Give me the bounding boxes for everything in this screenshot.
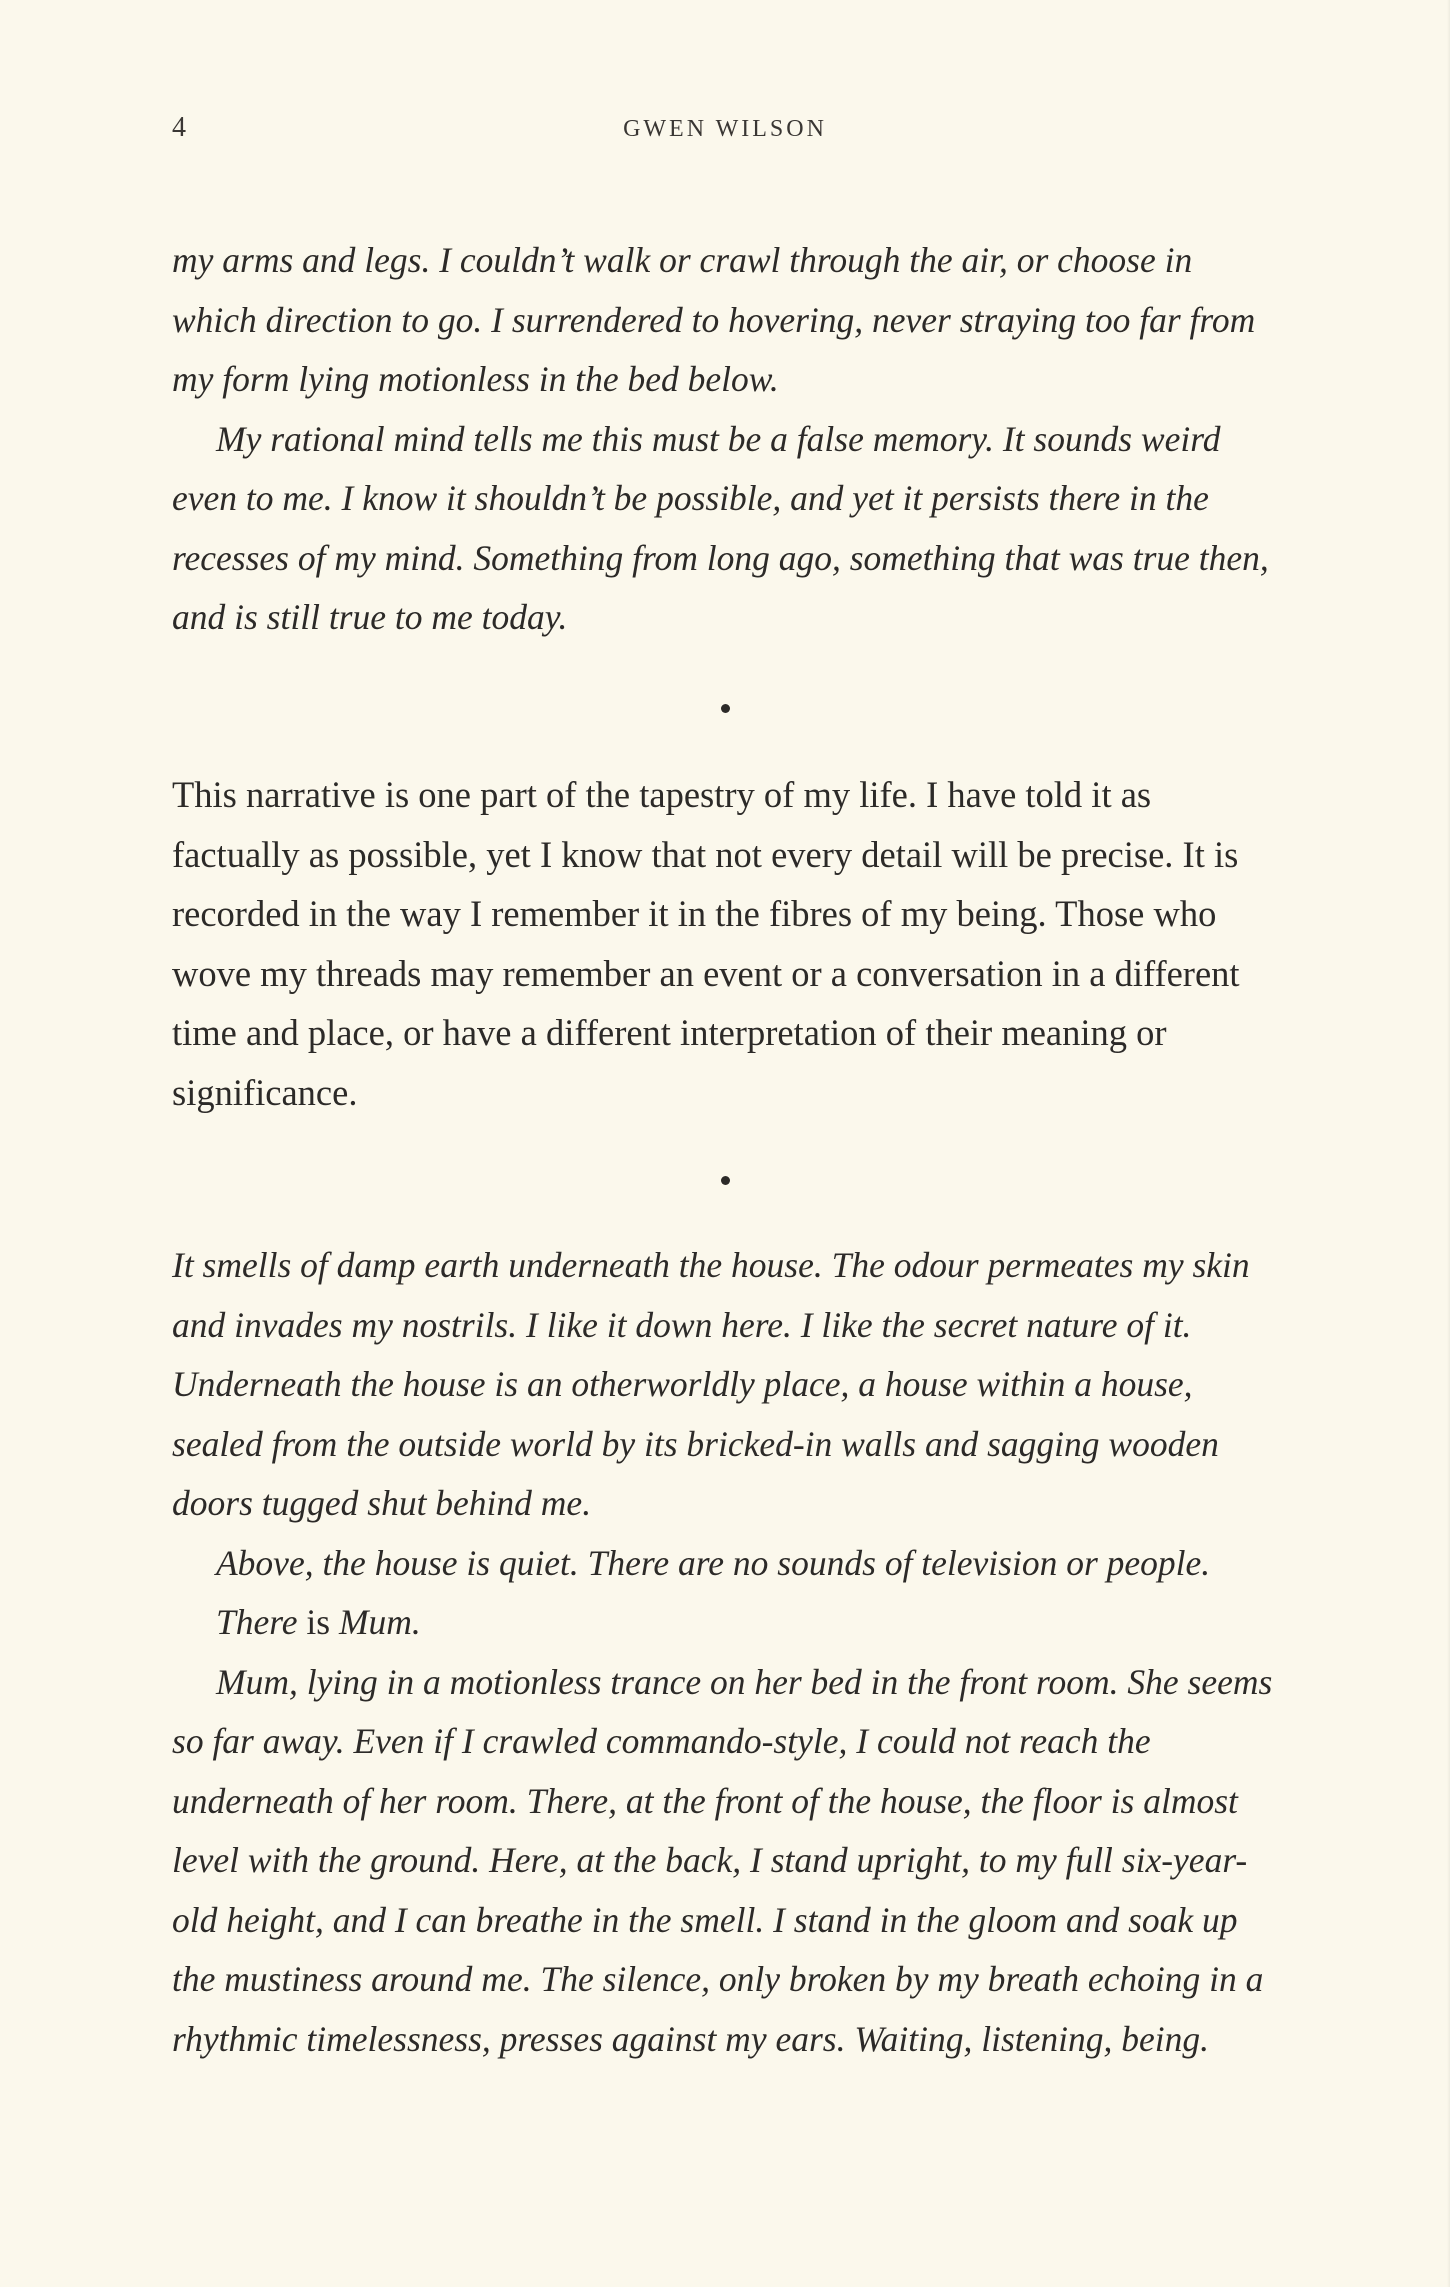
section-break-dot — [0, 1170, 1450, 1190]
section-break-ornament — [721, 1176, 730, 1185]
section-3-text — [172, 1236, 1280, 2069]
section-break-ornament — [721, 704, 730, 713]
section-2-text — [172, 765, 1280, 1122]
paragraph: It smells of damp earth underneath the house. The odour permeates my skin and invades my nostrils. I like it down here. I like the secret nature of it. Underneath the house is an otherworldly place, a house within a house, sealed from the outside world by its bricked-in walls and sagging wooden doors tugged shut behind me. — [172, 1245, 1250, 1523]
there-text: There — [216, 1602, 298, 1642]
paragraph: Mum, lying in a motionless trance on her bed in the front room. She seems so far away. Even if I crawled commando-style, I could not reach the underneath of her room. There, at the front of the house, the floor is almost level with the ground. Here, at the back, I stand upright, to my full six-year-old height, and I can breathe in the smell. I stand in the gloom and soak up the mustiness around me. The silence, only broken by my breath echoing in a rhythmic timelessness, presses against my ears. Waiting, listening, being. — [172, 1661, 1273, 2059]
page-header — [170, 112, 1280, 152]
mum-text: Mum. — [338, 1602, 421, 1642]
section-break-dot — [0, 698, 1450, 718]
paragraph: Above, the house is quiet. There are no sounds of television or people. — [216, 1542, 1211, 1583]
paragraph: This narrative is one part of the tapestry of my life. I have told it as factually as possible, yet I know that not every detail will be precise. It is recorded in the way I remember it in the fibres of my being. Those who wove my threads may remember an event or a conversation in a different time and place, or have a different interpretation of their meaning or significance. — [172, 774, 1240, 1113]
section-1-text — [172, 231, 1280, 648]
paragraph-there-is-mum — [172, 1593, 1280, 1653]
page-number: 4 — [172, 112, 186, 143]
is-text: is — [306, 1602, 331, 1642]
paragraph: my arms and legs. I couldn’t walk or crawl through the air, or choose in which direction to go. I surrendered to hovering, never straying too far from my form lying motionless in the bed below. — [172, 240, 1256, 399]
running-head: GWEN WILSON — [623, 116, 827, 142]
paragraph: My rational mind tells me this must be a false memory. It sounds weird even to me. I know it shouldn’t be possible, and yet it persists there in the recesses of my mind. Something from long ago, something that was true then, and is still true to me today. — [172, 418, 1269, 637]
